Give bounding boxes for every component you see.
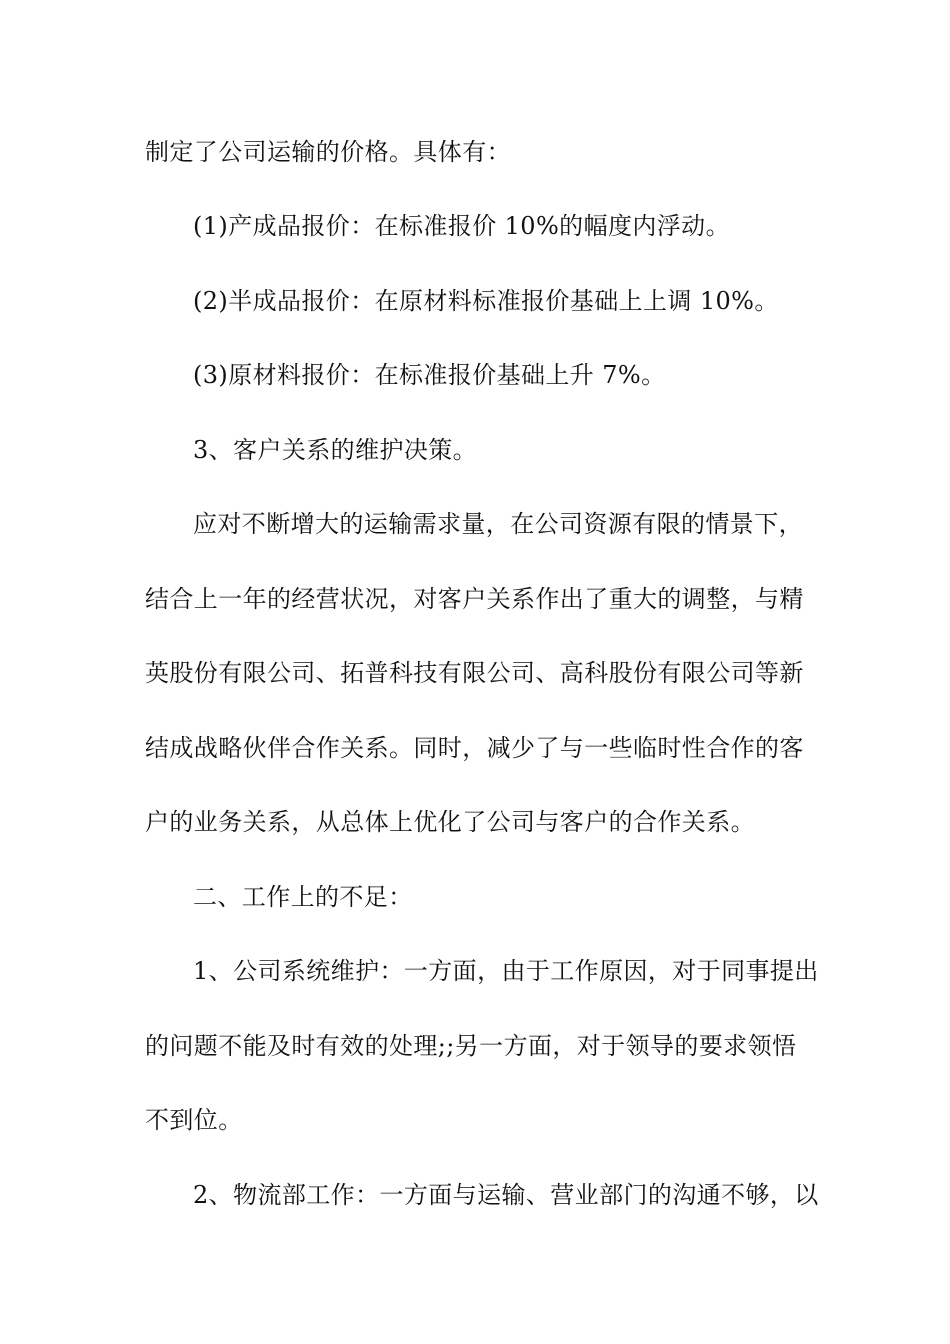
section-heading: 3、客户关系的维护决策。 (193, 436, 478, 464)
paragraph-line: 英股份有限公司、拓普科技有限公司、高科股份有限公司等新 (145, 659, 804, 687)
section-heading: 二、工作上的不足： (193, 883, 413, 911)
price-item-1: (1)产成品报价：在标准报价 10%的幅度内浮动。 (193, 212, 730, 240)
paragraph-line: 结合上一年的经营状况，对客户关系作出了重大的调整，与精 (145, 585, 804, 613)
price-item-3: (3)原材料报价：在标准报价基础上升 7%。 (193, 361, 666, 389)
paragraph-line: 户的业务关系，从总体上优化了公司与客户的合作关系。 (145, 808, 755, 836)
paragraph-line: 2、物流部工作：一方面与运输、营业部门的沟通不够，以 (193, 1181, 819, 1209)
paragraph-line: 1、公司系统维护：一方面，由于工作原因，对于同事提出 (193, 957, 819, 985)
paragraph-line: 结成战略伙伴合作关系。同时，减少了与一些临时性合作的客 (145, 734, 804, 762)
paragraph-line: 应对不断增大的运输需求量，在公司资源有限的情景下， (193, 510, 803, 538)
paragraph-line: 不到位。 (145, 1106, 243, 1134)
paragraph-line: 的问题不能及时有效的处理;;另一方面，对于领导的要求领悟 (145, 1032, 797, 1060)
paragraph-line: 制定了公司运输的价格。具体有： (145, 138, 511, 166)
price-item-2: (2)半成品报价：在原材料标准报价基础上上调 10%。 (193, 287, 779, 315)
